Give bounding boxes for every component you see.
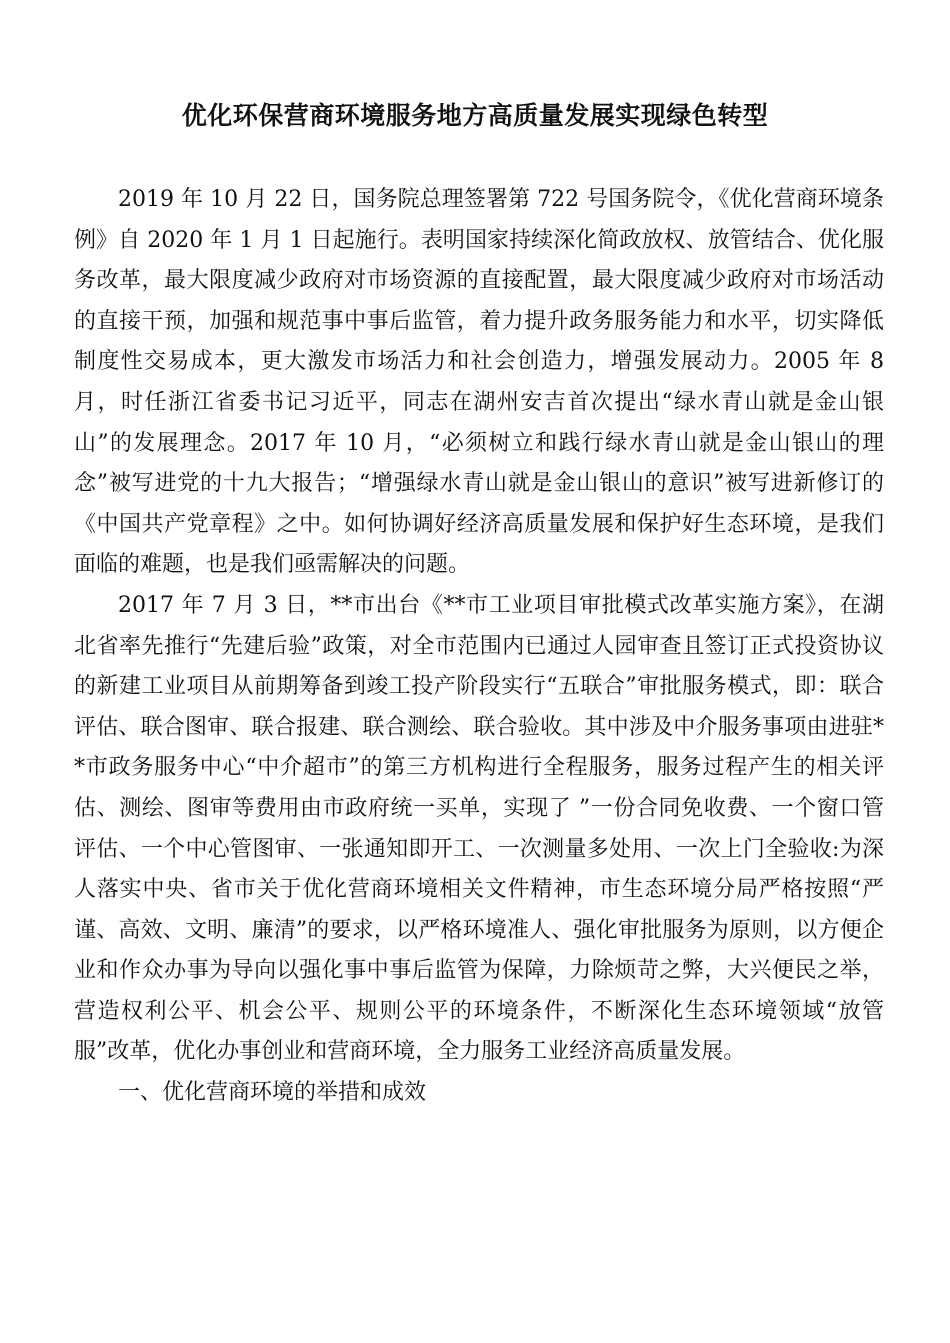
paragraph-2: 2017 年 7 月 3 日，**市出台《**市工业项目审批模式改革实施方案》，在湖北省率先推行“先建后验”政策，对全市范围内已通过人园审查且签订正式投资协议的新建工业项目从前期筹备到竣工投产阶段实行“五联合”审批服务模式，即：联合评估、联合图审、联合报建、联合测绘、联合验收。其中涉及中介服务事项由进驻**市政务服务中心“中介超市”的第三方机构进行全程服务，服务过程产生的相关评估、测绘、图审等费用由市政府统一买单，实现了 ”一份合同免收费、一个窗口管评估、一个中心管图审、一张通知即开工、一次测量多处用、一次上门全验收:为深人落实中央、省市关于优化营商环境相关文件精神，市生态环境分局严格按照“严谨、高效、文明、廉清”的要求，以严格环境准人、强化审批服务为原则，以方便企业和作众办事为导向以强化事中事后监管为保障，力除烦苛之弊，大兴便民之举，营造权利公平、机会公平、规则公平的环境条件，不断深化生态环境领域“放管服”改革，优化办事创业和营商环境，全力服务工业经济高质量发展。 — [74, 592, 884, 1065]
section-heading: 一、优化营商环境的举措和成效 — [118, 1080, 427, 1106]
paragraph-1: 2019 年 10 月 22 日，国务院总理签署第 722 号国务院令，《优化营商环境条例》自 2020 年 1 月 1 日起施行。表明国家持续深化简政放权、放管结合、优化服务改革，最大限度减少政府对市场资源的直接配置，最大限度减少政府对市场活动的直接干预，加强和规范事中事后监管，着力提升政务服务能力和水平，切实降低制度性交易成本，更大激发市场活力和社会创造力，增强发展动力。2005 年 8 月，时任浙江省委书记习近平，同志在湖州安吉首次提出“绿水青山就是金山银山”的发展理念。2017 年 10 月，“必须树立和践行绿水青山就是金山银山的理念”被写进党的十九大报告；“增强绿水青山就是金山银山的意识”被写进新修订的《中国共产党章程》之中。如何协调好经济高质量发展和保护好生态环境，是我们面临的难题，也是我们亟需解决的问题。 — [74, 187, 884, 578]
document-body — [74, 180, 884, 1114]
document-title: 优化环保营商环境服务地方高质量发展实现绿色转型 — [181, 101, 769, 130]
